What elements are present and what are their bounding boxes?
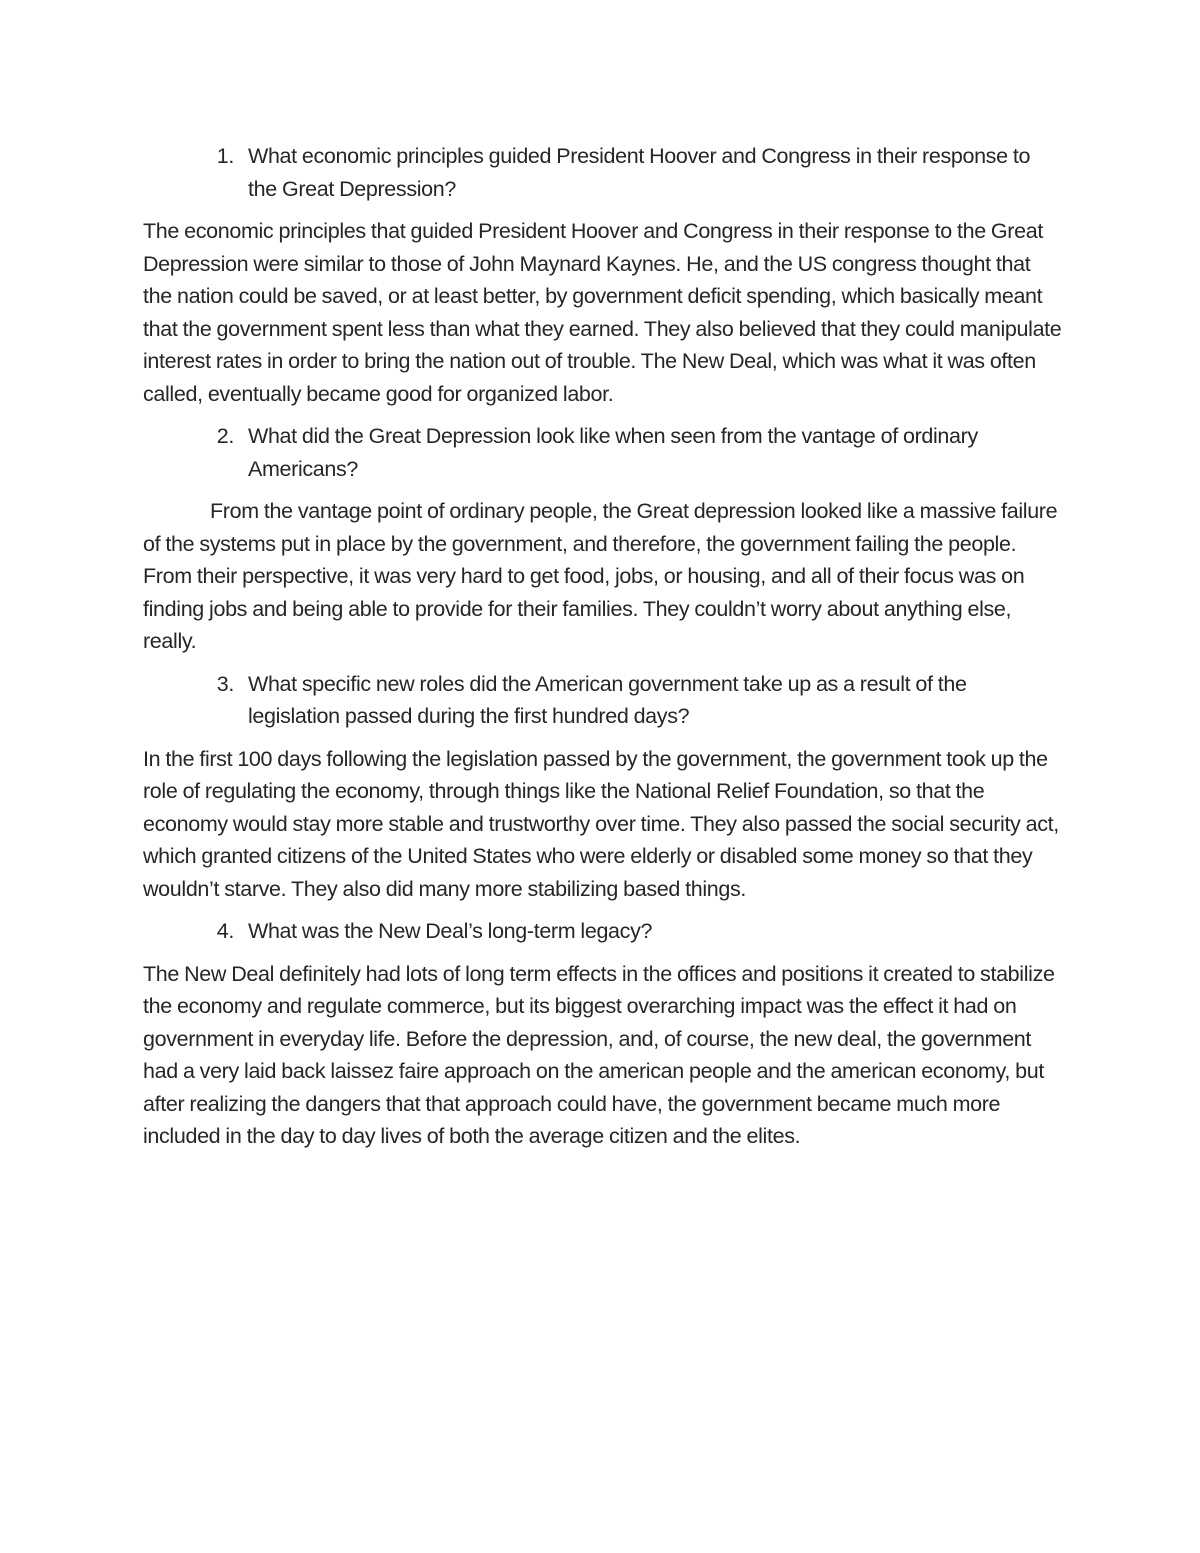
question-text: What did the Great Depression look like when seen from the vantage of ordinary Americans? [248,424,978,481]
question-text: What was the New Deal’s long-term legacy? [248,919,653,943]
question-number: 3. [216,671,234,696]
document-body [143,140,1063,1163]
question-text: What specific new roles did the American government take up as a result of the legislation passed during the first hundred days? [248,671,967,728]
answer-paragraph: From the vantage point of ordinary people, the Great depression looked like a massive failure of the systems put in place by the government, and therefore, the government failing the people. From their perspective, it was very hard to get food, jobs, or housing, and all of their focus was on finding jobs and being able to provide for their families. They couldn’t worry about anything else, really. [143,499,1058,653]
answer-paragraph: The economic principles that guided President Hoover and Congress in their response to the Great Depression were similar to those of John Maynard Kaynes. He, and the US congress thought that the nation could be saved, or at least better, by government deficit spending, which basically meant that the government spent less than what they earned. They also believed that they could manipulate interest rates in order to bring the nation out of trouble. The New Deal, which was what it was often called, eventually became good for organized labor. [143,219,1062,406]
answer-paragraph: The New Deal definitely had lots of long term effects in the offices and positions it created to stabilize the economy and regulate commerce, but its biggest overarching impact was the effect it had on government in everyday life. Before the depression, and, of course, the new deal, the government had a very laid back laissez faire approach on the american people and the american economy, but after realizing the dangers that that approach could have, the government became much more included in the day to day lives of both the average citizen and the elites. [143,961,1055,1148]
question-number: 1. [216,144,234,168]
question-number: 4. [216,919,234,943]
question-number: 2. [216,424,234,448]
question-item [143,915,1063,948]
question-item [143,420,1063,485]
question-item [143,668,1063,733]
question-item [143,140,1063,205]
question-text: What economic principles guided President Hoover and Congress in their response to the Great Depression? [248,144,1031,201]
answer-paragraph: In the first 100 days following the legislation passed by the government, the government took up the role of regulating the economy, through things like the National Relief Foundation, so that the economy would stay more stable and trustworthy over time. They also passed the social security act, which granted citizens of the United States who were elderly or disabled some money so that they wouldn’t starve. They also did many more stabilizing based things. [143,746,1059,901]
